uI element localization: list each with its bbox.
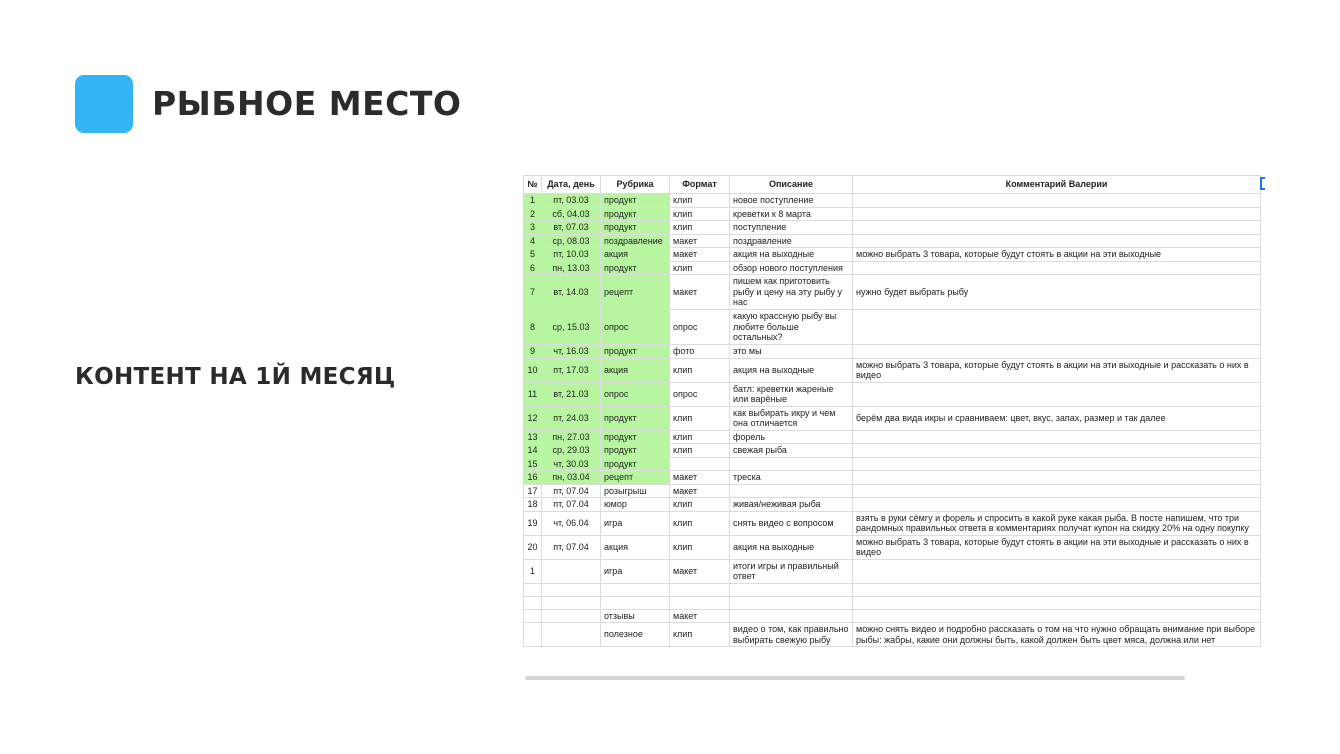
cell-num[interactable]: 15 [524,457,542,471]
cell-comment[interactable]: взять в руки сёмгу и форель и спросить в какой руке какая рыба. В посте напишем, что три рандомных правильных ответа в комментариях получат купон на скидку 20% на одну покупку [853,511,1261,535]
cell-rubric[interactable]: юмор [601,498,670,512]
cell-comment[interactable] [853,345,1261,359]
cell-date[interactable] [542,609,601,623]
cell-rubric[interactable]: акция [601,535,670,559]
cell-rubric[interactable]: поздравление [601,234,670,248]
cell-format[interactable]: клип [670,221,730,235]
cell-format[interactable]: макет [670,275,730,310]
cell-format[interactable]: макет [670,484,730,498]
cell-description[interactable]: итоги игры и правильный ответ [730,559,853,583]
cell-description[interactable]: поздравление [730,234,853,248]
cell-comment[interactable] [853,457,1261,471]
table-row [524,358,1261,382]
cell-rubric[interactable]: продукт [601,457,670,471]
cell-date[interactable] [542,623,601,647]
cell-rubric[interactable] [601,583,670,596]
cell-rubric[interactable]: рецепт [601,471,670,485]
section-title: КОНТЕНТ НА 1Й МЕСЯЦ [75,364,396,390]
cell-comment[interactable] [853,221,1261,235]
cell-num[interactable]: 12 [524,406,542,430]
cell-num[interactable]: 5 [524,248,542,262]
cell-description[interactable] [730,583,853,596]
cell-rubric[interactable]: продукт [601,221,670,235]
cell-format[interactable]: клип [670,511,730,535]
cell-num[interactable] [524,623,542,647]
cell-date[interactable]: пт, 07.04 [542,535,601,559]
content-plan-table [523,175,1261,647]
cell-num[interactable]: 3 [524,221,542,235]
cell-description[interactable]: батл: креветки жареные или варёные [730,382,853,406]
cell-format[interactable]: клип [670,261,730,275]
cell-format[interactable]: клип [670,623,730,647]
table-row [524,484,1261,498]
cell-rubric[interactable]: опрос [601,310,670,345]
cell-rubric[interactable]: игра [601,511,670,535]
cell-rubric[interactable]: продукт [601,194,670,208]
header-description[interactable]: Описание [730,176,853,194]
cell-rubric[interactable]: продукт [601,261,670,275]
cell-num[interactable]: 2 [524,207,542,221]
cell-format[interactable]: фото [670,345,730,359]
cell-description[interactable]: обзор нового поступления [730,261,853,275]
cell-format[interactable]: клип [670,406,730,430]
cell-format[interactable]: макет [670,559,730,583]
table-row [524,457,1261,471]
cell-rubric[interactable]: розыгрыш [601,484,670,498]
cell-date[interactable]: пт, 07.04 [542,484,601,498]
cell-format[interactable]: клип [670,358,730,382]
table-row [524,511,1261,535]
cell-rubric[interactable]: игра [601,559,670,583]
cell-format[interactable]: клип [670,430,730,444]
cell-date[interactable]: пн, 03.04 [542,471,601,485]
cell-comment[interactable] [853,596,1261,609]
table-row [524,471,1261,485]
cell-format[interactable]: клип [670,535,730,559]
cell-comment[interactable]: можно выбрать 3 товара, которые будут стоять в акции на эти выходные [853,248,1261,262]
selected-cell-marker [1260,177,1265,190]
cell-comment[interactable]: берём два вида икры и сравниваем: цвет, вкус, запах, размер и так далее [853,406,1261,430]
cell-format[interactable]: макет [670,609,730,623]
cell-date[interactable]: пн, 13.03 [542,261,601,275]
cell-date[interactable]: чт, 16.03 [542,345,601,359]
cell-format[interactable]: клип [670,444,730,458]
table-row [524,406,1261,430]
cell-format[interactable]: опрос [670,382,730,406]
cell-date[interactable]: ср, 29.03 [542,444,601,458]
cell-comment[interactable] [853,609,1261,623]
cell-num[interactable]: 17 [524,484,542,498]
cell-num[interactable]: 7 [524,275,542,310]
horizontal-scrollbar[interactable] [525,676,1185,680]
cell-num[interactable]: 4 [524,234,542,248]
cell-num[interactable]: 1 [524,194,542,208]
cell-comment[interactable] [853,559,1261,583]
header-rubric[interactable]: Рубрика [601,176,670,194]
cell-description[interactable]: какую крассную рыбу вы любите больше остальных? [730,310,853,345]
cell-date[interactable]: пт, 07.04 [542,498,601,512]
cell-description[interactable]: акция на выходные [730,358,853,382]
table-row [524,382,1261,406]
table-row [524,444,1261,458]
header-comment[interactable]: Комментарий Валерии [853,176,1261,194]
cell-description[interactable]: поступление [730,221,853,235]
cell-rubric[interactable]: акция [601,358,670,382]
cell-num[interactable] [524,596,542,609]
cell-num[interactable]: 10 [524,358,542,382]
table-row [524,430,1261,444]
cell-comment[interactable]: можно снять видео и подробно рассказать о том на что нужно обращать внимание при выборе рыбы: жабры, какие они должны быть, какой должен быть цвет мяса, должна или нет [853,623,1261,647]
table-row [524,498,1261,512]
cell-num[interactable]: 9 [524,345,542,359]
cell-comment[interactable] [853,583,1261,596]
cell-description[interactable]: акция на выходные [730,535,853,559]
cell-format[interactable]: клип [670,194,730,208]
cell-format[interactable] [670,457,730,471]
brand-logo-square [75,75,133,133]
header-num[interactable]: № [524,176,542,194]
cell-num[interactable]: 18 [524,498,542,512]
table-row [524,194,1261,208]
cell-format[interactable]: опрос [670,310,730,345]
table-row [524,207,1261,221]
header-format[interactable]: Формат [670,176,730,194]
cell-description[interactable]: новое поступление [730,194,853,208]
table-row [524,609,1261,623]
cell-date[interactable]: пт, 17.03 [542,358,601,382]
content-plan-spreadsheet [523,175,1265,682]
table-row [524,310,1261,345]
cell-date[interactable]: чт, 30.03 [542,457,601,471]
table-row [524,596,1261,609]
table-row [524,345,1261,359]
cell-format[interactable]: макет [670,234,730,248]
cell-comment[interactable] [853,430,1261,444]
cell-comment[interactable]: нужно будет выбрать рыбу [853,275,1261,310]
cell-rubric[interactable]: продукт [601,430,670,444]
cell-date[interactable]: сб, 04.03 [542,207,601,221]
cell-description[interactable]: снять видео с вопросом [730,511,853,535]
cell-format[interactable]: макет [670,471,730,485]
cell-format[interactable] [670,583,730,596]
table-row [524,248,1261,262]
cell-num[interactable] [524,583,542,596]
cell-date[interactable]: ср, 08.03 [542,234,601,248]
cell-description[interactable]: треска [730,471,853,485]
cell-date[interactable]: ср, 15.03 [542,310,601,345]
cell-comment[interactable] [853,484,1261,498]
cell-rubric[interactable]: продукт [601,207,670,221]
table-row [524,535,1261,559]
cell-num[interactable]: 20 [524,535,542,559]
cell-date[interactable]: пн, 27.03 [542,430,601,444]
cell-num[interactable] [524,609,542,623]
cell-description[interactable]: креветки к 8 марта [730,207,853,221]
cell-description[interactable]: форель [730,430,853,444]
cell-description[interactable]: акция на выходные [730,248,853,262]
cell-description[interactable] [730,457,853,471]
cell-description[interactable]: живая/неживая рыба [730,498,853,512]
cell-date[interactable]: вт, 21.03 [542,382,601,406]
cell-rubric[interactable]: опрос [601,382,670,406]
cell-description[interactable] [730,484,853,498]
cell-rubric[interactable]: продукт [601,444,670,458]
cell-comment[interactable] [853,444,1261,458]
table-row [524,583,1261,596]
cell-comment[interactable] [853,498,1261,512]
cell-comment[interactable] [853,261,1261,275]
cell-comment[interactable] [853,194,1261,208]
cell-comment[interactable]: можно выбрать 3 товара, которые будут стоять в акции на эти выходные и рассказать о них в видео [853,535,1261,559]
cell-description[interactable]: это мы [730,345,853,359]
cell-description[interactable]: видео о том, как правильно выбирать свежую рыбу [730,623,853,647]
cell-format[interactable]: клип [670,498,730,512]
cell-date[interactable]: пт, 24.03 [542,406,601,430]
table-row [524,261,1261,275]
cell-date[interactable]: вт, 07.03 [542,221,601,235]
table-row [524,275,1261,310]
brand-title: РЫБНОЕ МЕСТО [152,84,462,123]
cell-comment[interactable] [853,207,1261,221]
header-date[interactable]: Дата, день [542,176,601,194]
cell-comment[interactable] [853,310,1261,345]
table-row [524,623,1261,647]
cell-rubric[interactable]: продукт [601,406,670,430]
table-row [524,221,1261,235]
cell-num[interactable]: 6 [524,261,542,275]
cell-num[interactable]: 13 [524,430,542,444]
cell-rubric[interactable]: рецепт [601,275,670,310]
cell-num[interactable]: 8 [524,310,542,345]
table-header-row [524,176,1261,194]
cell-comment[interactable] [853,234,1261,248]
cell-num[interactable]: 1 [524,559,542,583]
cell-comment[interactable]: можно выбрать 3 товара, которые будут стоять в акции на эти выходные и рассказать о них в видео [853,358,1261,382]
cell-description[interactable]: пишем как приготовить рыбу и цену на эту рыбу у нас [730,275,853,310]
cell-description[interactable] [730,596,853,609]
cell-rubric[interactable] [601,596,670,609]
cell-num[interactable]: 16 [524,471,542,485]
cell-num[interactable]: 11 [524,382,542,406]
cell-rubric[interactable]: отзывы [601,609,670,623]
cell-comment[interactable] [853,382,1261,406]
cell-rubric[interactable]: продукт [601,345,670,359]
cell-date[interactable]: пт, 03.03 [542,194,601,208]
cell-format[interactable]: клип [670,207,730,221]
cell-num[interactable]: 14 [524,444,542,458]
cell-format[interactable]: макет [670,248,730,262]
cell-description[interactable] [730,609,853,623]
cell-description[interactable]: свежая рыба [730,444,853,458]
table-row [524,559,1261,583]
cell-format[interactable] [670,596,730,609]
cell-rubric[interactable]: полезное [601,623,670,647]
cell-num[interactable]: 19 [524,511,542,535]
cell-date[interactable]: вт, 14.03 [542,275,601,310]
cell-date[interactable] [542,596,601,609]
cell-date[interactable]: пт, 10.03 [542,248,601,262]
cell-date[interactable] [542,559,601,583]
table-row [524,234,1261,248]
cell-date[interactable] [542,583,601,596]
cell-description[interactable]: как выбирать икру и чем она отличается [730,406,853,430]
cell-comment[interactable] [853,471,1261,485]
cell-rubric[interactable]: акция [601,248,670,262]
cell-date[interactable]: чт, 06.04 [542,511,601,535]
